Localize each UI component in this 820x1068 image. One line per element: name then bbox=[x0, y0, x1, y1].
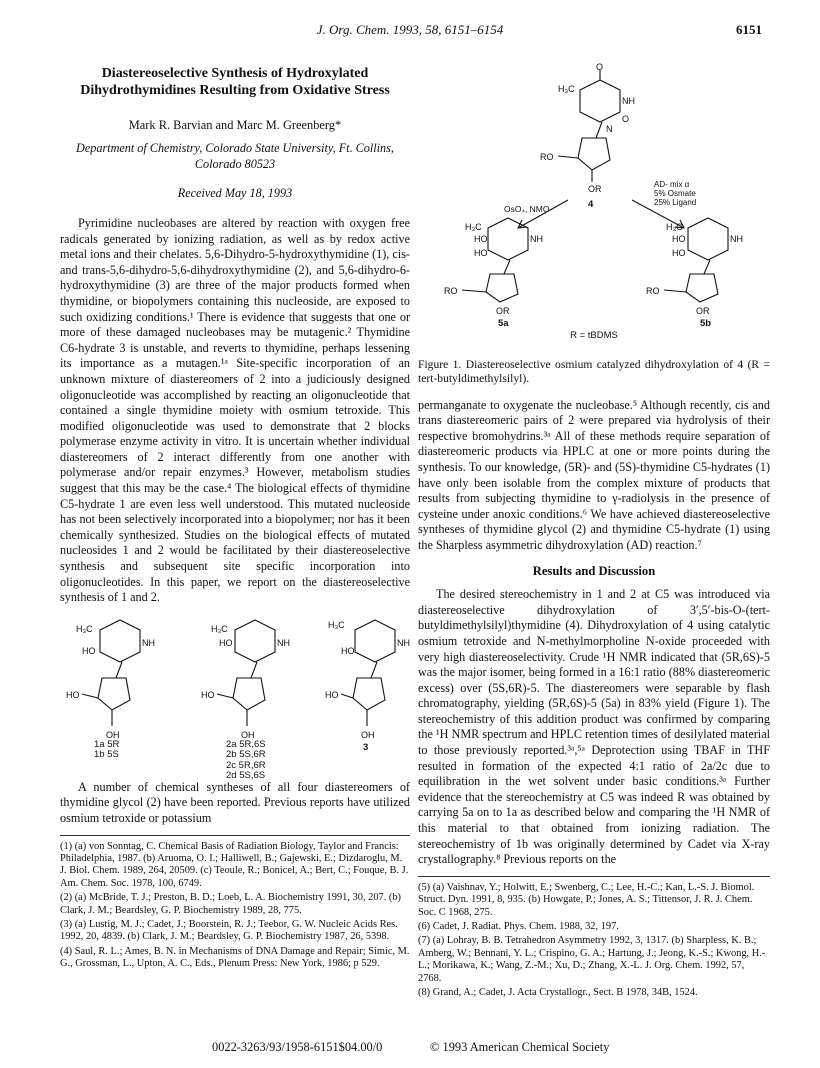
footnote: (7) (a) Lohray, B. B. Tetrahedron Asymmetry 1992, 3, 1317. (b) Sharpless, K. B.; Amberg, W.; Bennani, Y. L.; Crispino, G. A.; Hartung, J.; Jeong, K.-S.; Kwong, H.-L.; Morikawa, K.; Wang, Z.-M.; Xu, D.; Zhang, X.-L. J. Org. Chem. 1992, 57, 2768. bbox=[418, 935, 766, 984]
svg-text:OR: OR bbox=[588, 184, 602, 194]
svg-text:NH: NH bbox=[730, 234, 743, 244]
svg-text:OR: OR bbox=[696, 306, 710, 316]
svg-text:H₃C: H₃C bbox=[76, 623, 93, 634]
running-header bbox=[0, 22, 820, 44]
intro-paragraph: Pyrimidine nucleobases are altered by reaction with oxygen free radicals generated by ionizing radiation, as well as by redox active metal ions and their chelates. 5,6-Dihydro-5-hydroxythymidine (1), cis- and trans-5,6-dihydro-5,6-dihydroxythymidine (2), and 5,6-dihydro-6-hydroxythymidine (3) are three of the major products formed when thymidine, or biopolymers containing this nucleoside, are exposed to such oxidizing conditions.¹ There is evidence that suggests that one or more of these damaged nucleobases may be mutagenic.² Thymidine C6-hydrate 3 is unstable, and reverts to thymidine, perhaps lessening its importance as a mutagen.¹ᵃ Site-specific incorporation of an unknown mixture of diastereomers of 2 into a judiciously designed oligonucleotide was accomplished by reacting an oligonucleotide that contained a single thymidine moiety with osmium tetroxide. This modified oligonucleotide was used to demonstrate that 2 blocks polymerase enzyme activity in vitro. It is uncertain whether individual diastereomers of 2 interact differently from one another with polymerase and/or repair enzymes.³ However, metabolism studies suggest that this may be the case.⁴ The biological effects of thymidine C5-hydrate 1 are even less well understood. This mutated nucleoside has not been selectively incorporated into a biopolymer; nor has it been chemically synthesized. Studies on the biological effects of mutated nucleosides 1 and 2 would be facilitated by their diastereoselective synthesis and subsequent site specific incorporation into oligonucleotides. In this paper, we report on the diastereoselective synthesis of 1 and 2. bbox=[60, 215, 410, 605]
svg-text:RO: RO bbox=[444, 286, 458, 296]
left-column bbox=[60, 66, 410, 973]
svg-text:OH: OH bbox=[241, 729, 255, 740]
svg-text:OH: OH bbox=[361, 729, 375, 740]
footnote: (8) Grand, A.; Cadet, J. Acta Crystallogr., Sect. B 1978, 34B, 1524. bbox=[418, 987, 698, 999]
reagent-right-3: 25% Ligand bbox=[654, 198, 697, 207]
affiliation: Department of Chemistry, Colorado State University, Ft. Collins, Colorado 80523 bbox=[76, 141, 394, 171]
label-3: 3 bbox=[363, 741, 369, 753]
compound-4-label: 4 bbox=[588, 199, 594, 210]
label-2a: 2a 5R,6S bbox=[226, 738, 266, 750]
journal-citation: J. Org. Chem. 1993, 58, 6151–6154 bbox=[316, 22, 504, 37]
footnote: (6) Cadet, J. Radiat. Phys. Chem. 1988, 32, 197. bbox=[418, 921, 619, 933]
authors: Mark R. Barvian and Marc M. Greenberg* bbox=[128, 117, 342, 132]
svg-text:NH: NH bbox=[142, 637, 155, 648]
svg-text:HO: HO bbox=[82, 645, 96, 656]
label-1b: 1b 5S bbox=[94, 749, 119, 761]
svg-text:HO: HO bbox=[66, 689, 80, 700]
structures-1-2-3 bbox=[60, 616, 410, 782]
footnotes-right bbox=[418, 876, 770, 1000]
reagent-right-2: 5% Osmate bbox=[654, 189, 696, 198]
svg-text:HO: HO bbox=[201, 689, 215, 700]
section-heading: Results and Discussion bbox=[532, 563, 656, 578]
svg-text:HO: HO bbox=[325, 689, 339, 700]
svg-text:N: N bbox=[606, 124, 613, 134]
svg-text:HO: HO bbox=[672, 234, 686, 244]
svg-text:HO: HO bbox=[474, 248, 488, 258]
footnote: (1) (a) von Sonntag, C. Chemical Basis of Radiation Biology, Taylor and Francis: Philadelphia, 1987. (b) Aruoma, O. I.; Halliwell, B.; Gajewski, E.; Dizdaroglu, M. J. Biol. Chem. 1989, 264, 20509. (c) Teoule, R.; Bonicel, A.; Bert, C.; Fouque, B. J. Am. Chem. Soc. 1978, 100, 6749. bbox=[60, 840, 409, 889]
footnote: (3) (a) Lustig, M. J.; Cadet, J.; Boorstein, R. J.; Teebor, G. W. Nucleic Acids Res. 1992, 20, 4839. (b) Clark, J. M.; Beardsley, G. P. Biochemistry 1987, 26, 5398. bbox=[60, 919, 398, 943]
copyright: © 1993 American Chemical Society bbox=[430, 1040, 610, 1054]
page-number: 6151 bbox=[736, 22, 762, 37]
svg-text:H₃C: H₃C bbox=[211, 623, 228, 634]
results-paragraph: The desired stereochemistry in 1 and 2 at C5 was introduced via diastereoselective dihydroxylation of 3′,5′-bis-O-(tert-butyldimethylsilyl)thymidine (4). Dihydroxylation of 4 using catalytic osmium tetroxide and N-methylmorpholine N-oxide proceeded with very high diastereoselectivity. Crude ¹H NMR indicated that (5R,6S)-5 was the major isomer, being formed in a 16:1 ratio (88% diastereomeric excess) over (5S,6R)-5. The diastereomers were separable by flash chromatography, yielding (5R,6S)-5 (5a) in 83% yield (Figure 1). The stereochemistry of this addition product was confirmed by comparing the ¹H NMR spectrum and HPLC retention times of desilylated material to those previously reported.³ᵃ,⁵ᵃ Deprotection using TBAF in THF resulted in formation of the expected 4:1 ratio of 2a/2c due to equilibration in the wet solvent under basic conditions.³ᵃ Further evidence that the stereochemistry at C5 was indeed R was obtained by carrying 5a on to 1a as described below and comparing the ¹H NMR of this material to that obtained from ionizing radiation. The stereochemistry of 1b was originally determined by Cadet via X-ray crystallography.⁸ Previous reports on the bbox=[418, 587, 770, 867]
reagent-left: OsO₄, NMO bbox=[504, 204, 550, 214]
right-column bbox=[418, 60, 770, 1001]
label-2b: 2b 5S,6R bbox=[226, 749, 266, 761]
received-date: Received May 18, 1993 bbox=[177, 186, 293, 201]
svg-text:RO: RO bbox=[540, 152, 554, 162]
reagent-right-1: AD- mix α bbox=[654, 180, 690, 189]
label-1a: 1a 5R bbox=[94, 738, 120, 750]
label-2c: 2c 5R,6R bbox=[226, 759, 266, 771]
paragraph-thymidine-glycol: A number of chemical syntheses of all four diastereomers of thymidine glycol (2) have been reported. Previous reports have utilized osmium tetroxide or potassium bbox=[60, 779, 410, 825]
reaction-scheme bbox=[418, 60, 770, 322]
svg-text:H₃C: H₃C bbox=[558, 84, 575, 94]
svg-text:H₃C: H₃C bbox=[465, 222, 482, 232]
paragraph-continued: permanganate to oxygenate the nucleobase.⁵ Although recently, cis and trans diastereomeric pairs of 2 were prepared via hydrolysis of their respective bromohydrins.³ᵃ All of these methods require separation of diastereomeric products via HPLC at one or more points during the synthesis. To our knowledge, (5R)- and (5S)-thymidine C5-hydrates (1) have only been isolable from the complex mixture of products that results from subjecting thymidine to γ-radiolysis in the presence of cysteine under anoxic conditions.⁶ We have achieved diastereoselective syntheses of thymidine glycol (2) and thymidine C5-hydrate (1) using the Sharpless asymmetric dihydroxylation (AD) reaction.⁷ bbox=[418, 397, 770, 552]
footnotes-left bbox=[60, 835, 410, 971]
article-code: 0022-3263/93/1958-6151$04.00/0 bbox=[212, 1040, 383, 1054]
article-title: Diastereoselective Synthesis of Hydroxylated Dihydrothymidines Resulting from Oxidative Stress bbox=[80, 66, 390, 98]
footnote: (5) (a) Vaishnav, Y.; Holwitt, E.; Swenberg, C.; Lee, H.-C.; Kan, L.-S. J. Biomol. Struct. Dyn. 1991, 8, 935. (b) Howgate, P.; Jones, A. S.; Tittensor, J. R. J. Chem. Soc. C 1968, 275. bbox=[418, 881, 755, 918]
product-5a-label: 5a bbox=[498, 318, 509, 329]
label-2d: 2d 5S,6S bbox=[226, 770, 266, 782]
svg-text:OH: OH bbox=[106, 729, 120, 740]
svg-text:H₃C: H₃C bbox=[666, 222, 683, 232]
svg-text:NH: NH bbox=[397, 637, 410, 648]
svg-text:NH: NH bbox=[530, 234, 543, 244]
svg-text:HO: HO bbox=[341, 645, 355, 656]
footnote: (4) Saul, R. L.; Ames, B. N. in Mechanisms of DNA Damage and Repair; Simic, M. G., Grossman, L., Upton, A. C., Eds., Plenum Press: New York, 1986; p 529. bbox=[60, 945, 410, 970]
svg-text:NH: NH bbox=[622, 96, 635, 106]
svg-text:H₃C: H₃C bbox=[328, 619, 345, 630]
svg-text:O: O bbox=[596, 62, 604, 72]
svg-text:HO: HO bbox=[219, 637, 233, 648]
product-5b-label: 5b bbox=[700, 318, 712, 329]
svg-text:OR: OR bbox=[496, 306, 510, 316]
figure-1-scheme bbox=[418, 60, 770, 329]
svg-text:RO: RO bbox=[646, 286, 660, 296]
svg-text:HO: HO bbox=[672, 248, 686, 258]
svg-text:NH: NH bbox=[277, 637, 290, 648]
r-group-definition: R = tBDMS bbox=[570, 330, 618, 341]
svg-text:HO: HO bbox=[474, 234, 488, 244]
svg-text:O: O bbox=[622, 114, 630, 124]
figure-1-caption: Figure 1. Diastereoselective osmium catalyzed dihydroxylation of 4 (R = tert-butyldimethylsilyl). bbox=[418, 357, 770, 385]
footnote: (2) (a) McBride, T. J.; Preston, B. D.; Loeb, L. A. Biochemistry 1991, 30, 207. (b) Clark, J. M.; Beardsley, G. P. Biochemistry 1989, 28, 775. bbox=[60, 892, 402, 916]
